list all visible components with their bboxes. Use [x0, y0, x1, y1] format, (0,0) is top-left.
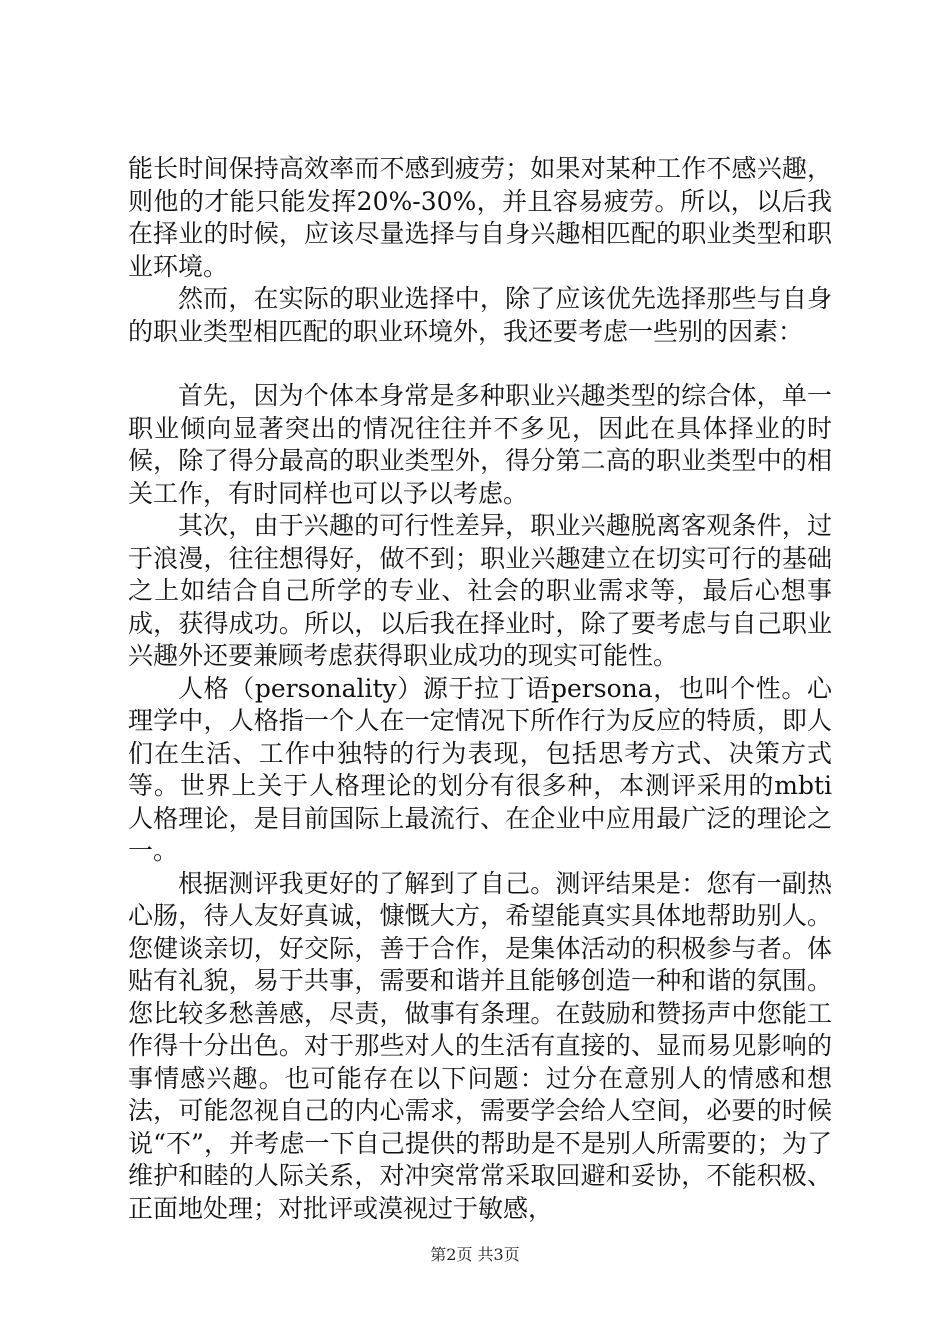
paragraph-second-factor: 其次，由于兴趣的可行性差异，职业兴趣脱离客观条件，过于浪漫，往往想得好，做不到；职业兴趣建立在切实可行的基础之上如结合自己所学的专业、社会的职业需求等，最后心想事成，获得成功。所以，以后我在择业时，除了要考虑与自己职业兴趣外还要兼顾考虑获得职业成功的现实可能性。	[128, 511, 832, 670]
document-body	[128, 153, 832, 1225]
page-number-footer: 第2页 共3页	[430, 1245, 520, 1264]
paragraph-however: 然而，在实际的职业选择中，除了应该优先选择那些与自身的职业类型相匹配的职业环境外，我还要考虑一些别的因素：	[128, 284, 832, 346]
paragraph-personality: 人格（personality）源于拉丁语persona，也叫个性。心理学中，人格指一个人在一定情况下所作行为反应的特质，即人们在生活、工作中独特的行为表现，包括思考方式、决策方式等。世界上关于人格理论的划分有很多种，本测评采用的mbti人格理论，是目前国际上最流行、在企业中应用最广泛的理论之一。	[128, 673, 832, 865]
paragraph-first-factor: 首先，因为个体本身常是多种职业兴趣类型的综合体，单一职业倾向显著突出的情况往往并不多见，因此在具体择业的时候，除了得分最高的职业类型外，得分第二高的职业类型中的相关工作，有时同样也可以予以考虑。	[128, 381, 832, 508]
paragraph-test-result: 根据测评我更好的了解到了自己。测评结果是：您有一副热心肠，待人友好真诚，慷慨大方，希望能真实具体地帮助别人。您健谈亲切，好交际，善于合作，是集体活动的积极参与者。体贴有礼貌，易于共事，需要和谐并且能够创造一种和谐的氛围。您比较多愁善感，尽责，做事有条理。在鼓励和赞扬声中您能工作得十分出色。对于那些对人的生活有直接的、显而易见影响的事情感兴趣。也可能存在以下问题：过分在意别人的情感和想法，可能忽视自己的内心需求，需要学会给人空间，必要的时候说“不”，并考虑一下自己提供的帮助是不是别人所需要的；为了维护和睦的人际关系，对冲突常常采取回避和妥协，不能积极、正面地处理；对批评或漠视过于敏感，	[128, 868, 832, 1223]
paragraph-continuation: 能长时间保持高效率而不感到疲劳；如果对某种工作不感兴趣，则他的才能只能发挥20%-30%，并且容易疲劳。所以，以后我在择业的时候，应该尽量选择与自身兴趣相匹配的职业类型和职业环境。	[128, 154, 832, 281]
